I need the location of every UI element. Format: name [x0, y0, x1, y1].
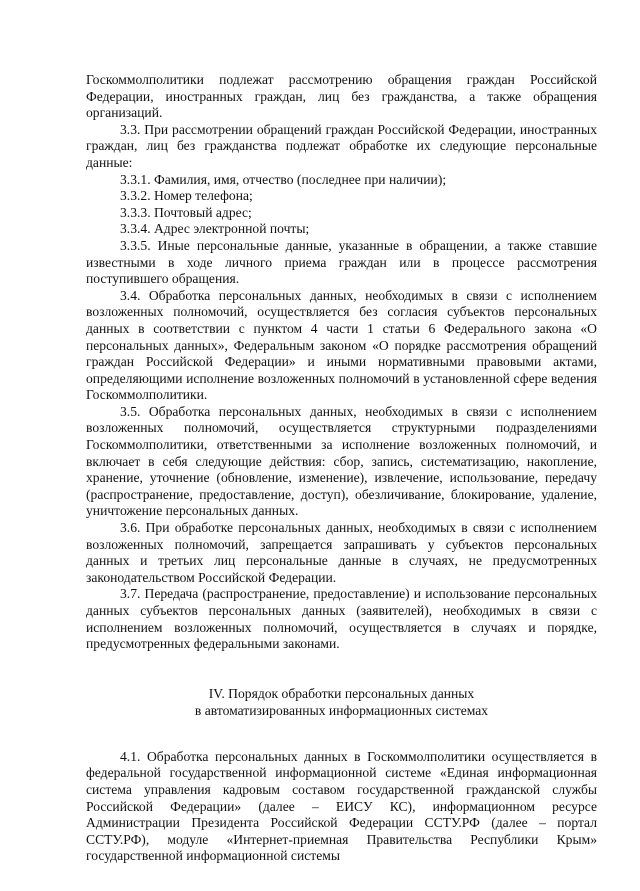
document-body	[86, 72, 597, 865]
paragraph-3-3-1: 3.3.1. Фамилия, имя, отчество (последнее при наличии);	[120, 171, 447, 187]
paragraph-continuation: Госкоммолполитики подлежат рассмотрению обращения граждан Российской Федерации, иностранных граждан, лиц без гражданства, а также обращения организаций.	[86, 72, 597, 121]
section-heading-line-2: в автоматизированных информационных системах	[194, 702, 489, 718]
paragraph-3-3-4: 3.3.4. Адрес электронной почты;	[120, 221, 310, 237]
paragraph-3-6: 3.6. При обработке персональных данных, необходимых в связи с исполнением возложенных полномочий, запрещается запрашивать у субъектов персональных данных и третьих лиц персональные данные в случаях, не предусмотренных законодательством Российской Федерации.	[86, 520, 597, 585]
paragraph-3-3: 3.3. При рассмотрении обращений граждан Российской Федерации, иностранных граждан, лиц без гражданства подлежат обработке их следующие персональные данные:	[86, 121, 597, 170]
paragraph-3-5: 3.5. Обработка персональных данных, необходимых в связи с исполнением возложенных полномочий, осуществляется структурными подразделениями Госкоммолполитики, ответственными за исполнение возложенных полномочий, и включает в себя следующие действия: сбор, запись, систематизацию, накопление, хранение, уточнение (обновление, изменение), извлечение, использование, передачу (распространение, предоставление, доступ), обезличивание, блокирование, удаление, уничтожение персональных данных.	[86, 403, 597, 519]
paragraph-3-4: 3.4. Обработка персональных данных, необходимых в связи с исполнением возложенных полномочий, осуществляется без согласия субъектов персональных данных в соответствии с пунктом 4 части 1 статьи 6 Федерального закона «О персональных данных», Федеральным законом «О порядке рассмотрения обращений граждан Российской Федерации» и иными нормативными правовыми актами, определяющими исполнение возложенных полномочий в установленной сфере ведения Госкоммолполитики.	[86, 287, 597, 403]
section-heading-line-1: IV. Порядок обработки персональных данных	[208, 685, 475, 701]
paragraph-3-3-2: 3.3.2. Номер телефона;	[120, 188, 253, 204]
paragraph-3-7: 3.7. Передача (распространение, предоставление) и использование персональных данных субъектов персональных данных (заявителей), необходимых в связи с исполнением возложенных полномочий, осуществляется в случаях и порядке, предусмотренных федеральными законами.	[86, 586, 597, 652]
paragraph-4-1: 4.1. Обработка персональных данных в Госкоммолполитики осуществляется в федеральной государственной информационной системе «Единая информационная система управления кадровым составом государственной гражданской службы Российской Федерации» (далее – ЕИСУ КС), информационном ресурсе Администрации Президента Российской Федерации ССТУ.РФ (далее – портал ССТУ.РФ), модуле «Интернет-приемная Правительства Республики Крым» государственной информационной системы	[86, 748, 597, 864]
section-heading	[86, 685, 597, 719]
paragraph-3-3-3: 3.3.3. Почтовый адрес;	[120, 204, 252, 220]
paragraph-3-3-5: 3.3.5. Иные персональные данные, указанные в обращении, а также ставшие известными в ходе личного приема граждан или в процессе рассмотрения поступившего обращения.	[86, 237, 597, 287]
